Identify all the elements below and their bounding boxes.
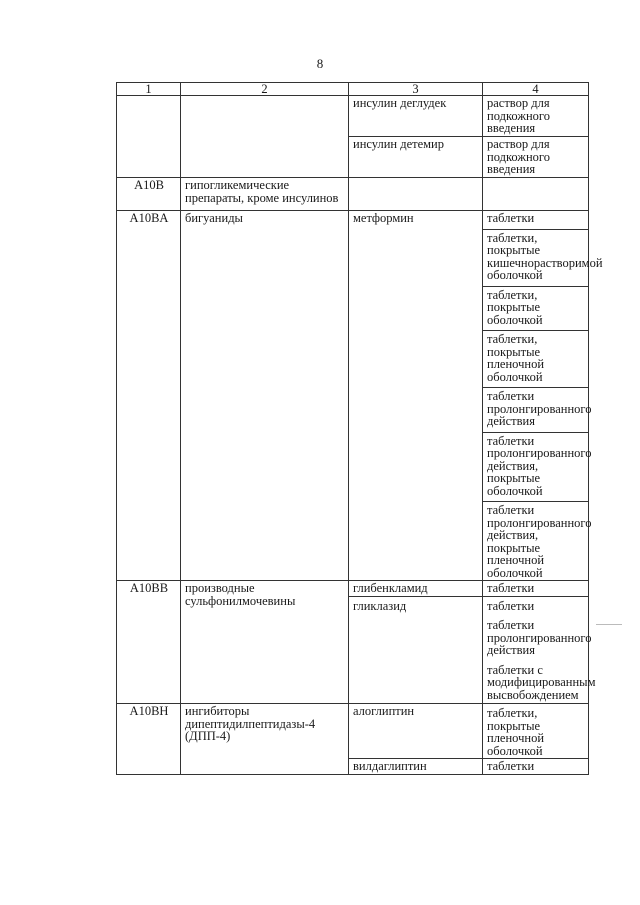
page-number: 8 <box>316 56 324 71</box>
drug-name-cell: гликлазид <box>349 596 483 704</box>
dosage-form-item: таблетки <box>487 211 535 225</box>
table-row <box>117 211 589 581</box>
group-cell: ингибиторы дипептидилпептидазы-4 (ДПП-4) <box>181 704 349 775</box>
group-cell: бигуаниды <box>181 211 349 581</box>
dosage-form-item: таблетки пролонгированного действия <box>487 618 592 657</box>
dosage-form-item: таблетки, покрытые оболочкой <box>483 286 588 328</box>
dosage-form-cell <box>483 211 603 581</box>
dosage-form-cell: раствор для подкожного введения <box>483 137 589 178</box>
table-row <box>117 96 589 137</box>
table-row <box>117 704 589 759</box>
dosage-form-cell: таблетки <box>483 581 589 597</box>
column-header-3: 3 <box>349 83 483 96</box>
dosage-form-cell: таблетки <box>483 759 589 775</box>
dosage-form-cell <box>483 178 589 211</box>
atc-code-cell: A10BA <box>117 211 181 581</box>
atc-code-cell: A10BB <box>117 581 181 704</box>
drug-name-cell: глибенкламид <box>349 581 483 597</box>
table-row <box>117 178 589 211</box>
dosage-form-item: таблетки пролонгированного действия, покрытые пленочной оболочкой <box>483 501 588 580</box>
column-header-1: 1 <box>117 83 181 96</box>
drug-name-cell: вилдаглиптин <box>349 759 483 775</box>
dosage-form-item: таблетки, покрытые кишечнорастворимой оболочкой <box>483 229 588 283</box>
dosage-form-cell <box>483 596 596 704</box>
column-header-2: 2 <box>181 83 349 96</box>
drug-name-cell: инсулин детемир <box>349 137 483 178</box>
dosage-form-item: таблетки <box>487 598 535 613</box>
table-header-row <box>117 83 589 96</box>
code-cell <box>117 96 181 178</box>
dosage-form-cell: раствор для подкожного введения <box>483 96 589 137</box>
margin-line <box>596 624 622 625</box>
group-cell: производные сульфонилмочевины <box>181 581 349 704</box>
dosage-form-item: таблетки пролонгированного действия, покрытые оболочкой <box>483 432 588 499</box>
drug-name-cell: метформин <box>349 211 483 581</box>
dosage-form-item: таблетки пролонгированного действия <box>483 387 588 429</box>
drug-name-cell <box>349 178 483 211</box>
atc-code-cell: A10BH <box>117 704 181 775</box>
medicines-table <box>116 82 603 775</box>
drug-name-cell: алоглиптин <box>349 704 483 759</box>
dosage-form-cell: таблетки, покрытые пленочной оболочкой <box>483 704 589 759</box>
atc-code-cell: A10B <box>117 178 181 211</box>
group-cell: гипогликемические препараты, кроме инсулинов <box>181 178 349 211</box>
column-header-4: 4 <box>483 83 589 96</box>
drug-name-cell: инсулин деглудек <box>349 96 483 137</box>
table-row <box>117 581 589 597</box>
dosage-form-item: таблетки, покрытые пленочной оболочкой <box>483 330 588 384</box>
group-cell <box>181 96 349 178</box>
dosage-form-item: таблетки с модифицированным высвобождением <box>487 662 596 702</box>
